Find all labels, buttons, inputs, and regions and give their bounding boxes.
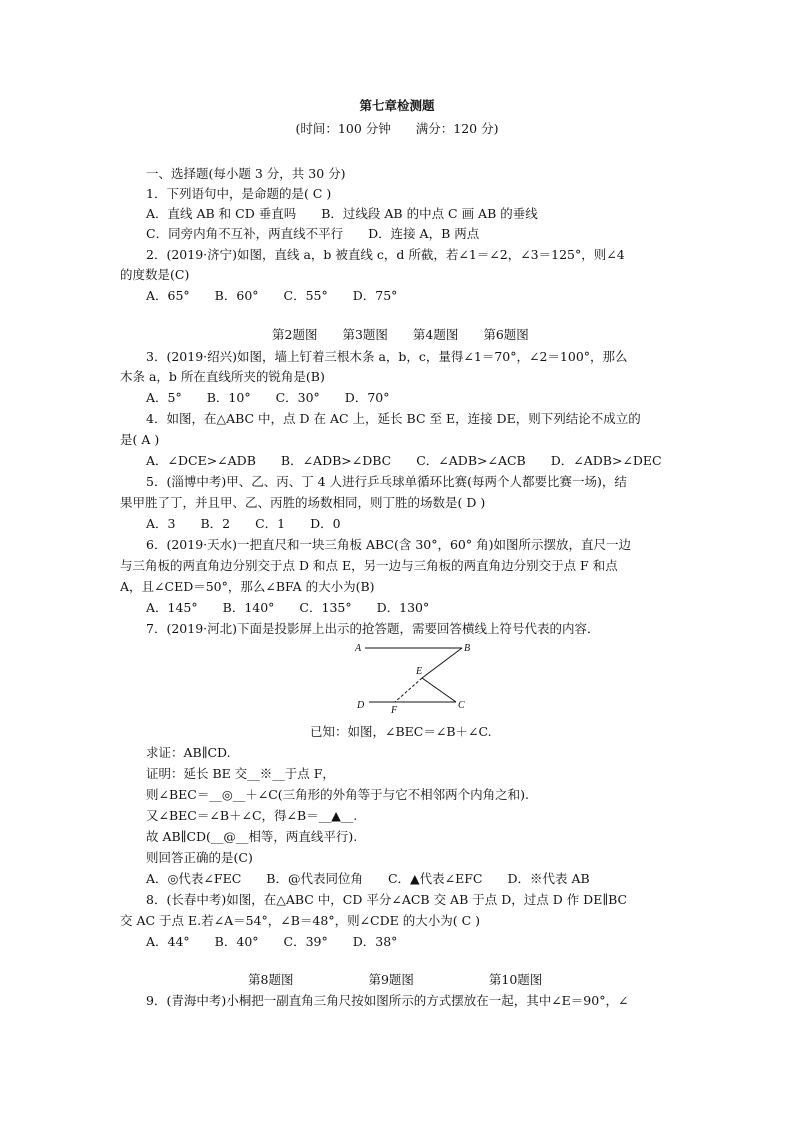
- q7-proof-line2: 则∠BEC＝__◎__＋∠C(三角形的外角等于与它不相邻两个内角之和).: [146, 787, 530, 802]
- q2-stem-line1: 2．(2019·济宁)如图，直线 a，b 被直线 c，d 所截，若∠1＝∠2，∠3＝125°，则∠4: [146, 247, 625, 262]
- q7-given: 已知：如图，∠BEC＝∠B＋∠C.: [310, 724, 492, 739]
- q6-options: A．145° B．140° C．135° D．130°: [146, 600, 430, 615]
- q4-options: A．∠DCE>∠ADB B．∠ADB>∠DBC C．∠ADB>∠ACB D．∠ADB>∠DEC: [146, 453, 662, 468]
- q5-options: A．3 B．2 C．1 D．0: [146, 516, 341, 531]
- q6-stem-line2: 与三角板的两直角边分别交于点 D 和点 E，另一边与三角板的两直角边分别交于点 F 和点: [120, 558, 618, 573]
- q5-stem-line1: 5．(淄博中考)甲、乙、丙、丁 4 人进行乒乓球单循环比赛(每两个人都要比赛一场)，结: [146, 474, 627, 489]
- q3-stem-line1: 3．(2019·绍兴)如图，墙上钉着三根木条 a，b，c，量得∠1＝70°，∠2＝100°，那么: [146, 349, 628, 364]
- q6-stem-line3: A，且∠CED＝50°，那么∠BFA 的大小为(B): [120, 579, 375, 594]
- q7-options: A．◎代表∠FEC B．@代表同位角 C．▲代表∠EFC D．※代表 AB: [146, 871, 590, 886]
- q7-proof-line4: 故 AB∥CD(__@__相等，两直线平行).: [146, 829, 358, 844]
- point-label-d: D: [357, 700, 365, 711]
- q8-stem-line2: 交 AC 于点 E.若∠A＝54°，∠B＝48°，则∠CDE 的大小为( C ): [120, 913, 481, 928]
- q4-stem-line1: 4．如图，在△ABC 中，点 D 在 AC 上，延长 BC 至 E，连接 DE，则下列结论不成立的: [146, 411, 641, 426]
- q1-options-line2: C．同旁内角不互补，两直线不平行 D．连接 A，B 两点: [146, 226, 480, 241]
- q7-figure: [345, 640, 475, 715]
- q7-proof-line3: 又∠BEC＝∠B＋∠C，得∠B＝__▲__.: [146, 808, 358, 823]
- q7-proof-line1: 证明：延长 BE 交__※__于点 F，: [146, 766, 335, 781]
- q8-stem-line1: 8．(长春中考)如图，在△ABC 中，CD 平分∠ACB 交 AB 于点 D，过点 D 作 DE∥BC: [146, 892, 628, 907]
- q9-stem-line1: 9．(青海中考)小桐把一副直角三角尺按如图所示的方式摆放在一起，其中∠E＝90°，∠: [146, 993, 629, 1008]
- point-label-e: E: [416, 666, 423, 677]
- point-label-b: B: [464, 643, 471, 654]
- q1-stem: 1．下列语句中，是命题的是( C ): [146, 186, 332, 201]
- q3-stem-line2: 木条 a，b 所在直线所夹的锐角是(B): [120, 369, 325, 384]
- q2-stem-line2: 的度数是(C): [120, 267, 190, 282]
- point-label-c: C: [458, 700, 465, 711]
- page-title: 第七章检测题: [359, 98, 435, 113]
- page-subtitle: (时间：100 分钟 满分：120 分): [295, 121, 499, 136]
- q4-stem-line2: 是( A ): [120, 432, 160, 447]
- figure-captions-row2: 第8题图 第9题图 第10题图: [248, 972, 543, 987]
- point-label-f: F: [391, 705, 398, 715]
- segment-be: [422, 648, 462, 678]
- point-label-a: A: [355, 643, 362, 654]
- q7-prove: 求证：AB∥CD.: [146, 745, 231, 760]
- q1-options-line1: A．直线 AB 和 CD 垂直吗 B．过线段 AB 的中点 C 画 AB 的垂线: [146, 206, 538, 221]
- segment-ec: [422, 678, 456, 702]
- q7-stem: 7．(2019·河北)下面是投影屏上出示的抢答题，需要回答横线上符号代表的内容．: [146, 621, 600, 636]
- q2-options: A．65° B．60° C．55° D．75°: [146, 288, 398, 303]
- q6-stem-line1: 6．(2019·天水)一把直尺和一块三角板 ABC(含 30°，60° 角)如图所示摆放，直尺一边: [146, 537, 631, 552]
- section-heading: 一、选择题(每小题 3 分，共 30 分): [146, 166, 346, 181]
- figure-captions-row1: 第2题图 第3题图 第4题图 第6题图: [272, 327, 529, 342]
- q3-options: A．5° B．10° C．30° D．70°: [146, 390, 390, 405]
- segment-ef-dashed: [395, 678, 422, 702]
- q7-ask: 则回答正确的是(C): [146, 850, 253, 865]
- q5-stem-line2: 果甲胜了丁，并且甲、乙、丙胜的场数相同，则丁胜的场数是( D ): [120, 495, 486, 510]
- q8-options: A．44° B．40° C．39° D．38°: [146, 934, 398, 949]
